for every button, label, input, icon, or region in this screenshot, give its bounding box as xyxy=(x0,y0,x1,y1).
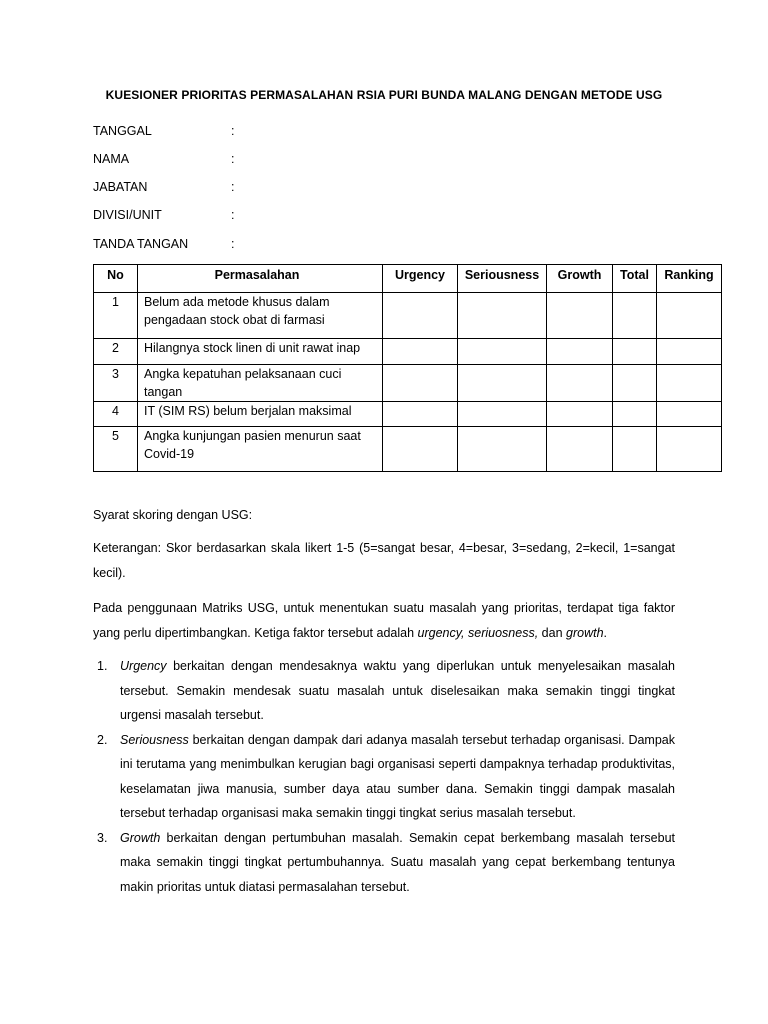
seriousness-score-cell[interactable] xyxy=(458,427,547,472)
intro-growth: growth xyxy=(566,626,604,640)
list-text: berkaitan dengan pertumbuhan masalah. Semakin cepat berkembang masalah tersebut maka semakin tinggi tingkat pertumbuhannya. Suatu masalah yang cepat berkembang tentunya makin prioritas untuk diatasi permasalahan tersebut. xyxy=(120,830,675,894)
growth-score-cell[interactable] xyxy=(547,427,613,472)
list-number: 1. xyxy=(97,659,108,673)
header-total: Total xyxy=(613,265,657,293)
urgency-score-cell[interactable] xyxy=(383,339,458,365)
list-term: Seriousness xyxy=(120,732,189,747)
header-growth: Growth xyxy=(547,265,613,293)
header-seriousness: Seriousness xyxy=(458,265,547,293)
growth-score-cell[interactable] xyxy=(547,402,613,427)
list-term: Growth xyxy=(120,830,161,845)
row-number: 5 xyxy=(94,427,138,472)
header-no: No xyxy=(94,265,138,293)
list-text: berkaitan dengan mendesaknya waktu yang diperlukan untuk menyelesaikan masalah tersebut. Semakin mendesak suatu masalah untuk diselesaikan maka semakin tinggi tingkat urgensi masalah tersebut. xyxy=(120,659,675,722)
row-problem: Angka kepatuhan pelaksanaan cuci tangan xyxy=(138,365,383,402)
list-item xyxy=(93,826,675,900)
seriousness-score-cell[interactable] xyxy=(458,365,547,402)
growth-score-cell[interactable] xyxy=(547,339,613,365)
field-label: TANDA TANGAN xyxy=(93,237,189,251)
document-title: KUESIONER PRIORITAS PERMASALAHAN RSIA PURI BUNDA MALANG DENGAN METODE USG xyxy=(105,88,663,102)
row-number: 1 xyxy=(94,293,138,339)
table-row xyxy=(94,339,722,365)
urgency-score-cell[interactable] xyxy=(383,365,458,402)
intro-text: Pada penggunaan Matriks USG, untuk menentukan suatu masalah yang prioritas, terdapat tiga faktor yang perlu dipertimbangkan. Ketiga faktor tersebut adalah xyxy=(93,601,675,640)
field-label: TANGGAL xyxy=(93,124,152,138)
ranking-cell[interactable] xyxy=(657,402,722,427)
list-number: 2. xyxy=(97,732,108,747)
seriousness-score-cell[interactable] xyxy=(458,402,547,427)
seriousness-score-cell[interactable] xyxy=(458,293,547,339)
ranking-cell[interactable] xyxy=(657,339,722,365)
table-row xyxy=(94,365,722,402)
list-text: berkaitan dengan dampak dari adanya masalah tersebut terhadap organisasi. Dampak ini terutama yang menimbulkan kerugian bagi organisasi seperti dampaknya terhadap produktivitas, keselamatan jiwa manusia, sumber daya atau sumber dana. Semakin tinggi dampak masalah tersebut terhadap organisasi maka semakin tinggi tingkat serius masalah tersebut. xyxy=(120,732,675,820)
table-header-row xyxy=(94,265,722,293)
field-colon: : xyxy=(231,208,235,222)
row-number: 3 xyxy=(94,365,138,402)
intro-factors: urgency, seriuosness, xyxy=(417,626,539,640)
list-number: 3. xyxy=(97,830,108,845)
urgency-score-cell[interactable] xyxy=(383,402,458,427)
intro-end: . xyxy=(603,626,608,640)
field-colon: : xyxy=(231,152,235,166)
scoring-note: Keterangan: Skor berdasarkan skala likert 1-5 (5=sangat besar, 4=besar, 3=sedang, 2=kecil, 1=sangat kecil). xyxy=(93,541,675,580)
header-permasalahan: Permasalahan xyxy=(138,265,383,293)
ranking-cell[interactable] xyxy=(657,293,722,339)
row-problem: Hilangnya stock linen di unit rawat inap xyxy=(138,339,383,365)
field-colon: : xyxy=(231,237,235,251)
scoring-title: Syarat skoring dengan USG: xyxy=(93,508,253,522)
field-jabatan xyxy=(93,179,251,195)
row-problem: Angka kunjungan pasien menurun saat Covid-19 xyxy=(138,427,383,472)
urgency-score-cell[interactable] xyxy=(383,293,458,339)
factor-list xyxy=(93,654,675,899)
field-tanda-tangan xyxy=(93,236,251,252)
row-number: 4 xyxy=(94,402,138,427)
field-label: JABATAN xyxy=(93,180,148,194)
list-item xyxy=(93,728,675,826)
total-score-cell[interactable] xyxy=(613,427,657,472)
table-row xyxy=(94,293,722,339)
list-item xyxy=(93,654,675,728)
table-row xyxy=(94,402,722,427)
total-score-cell[interactable] xyxy=(613,293,657,339)
header-urgency: Urgency xyxy=(383,265,458,293)
ranking-cell[interactable] xyxy=(657,427,722,472)
questionnaire-table xyxy=(93,264,722,472)
row-problem: IT (SIM RS) belum berjalan maksimal xyxy=(138,402,383,427)
row-number: 2 xyxy=(94,339,138,365)
field-nama xyxy=(93,151,251,167)
total-score-cell[interactable] xyxy=(613,402,657,427)
field-label: DIVISI/UNIT xyxy=(93,208,162,222)
ranking-cell[interactable] xyxy=(657,365,722,402)
field-label: NAMA xyxy=(93,152,130,166)
intro-and: dan xyxy=(538,626,566,640)
intro-paragraph xyxy=(93,596,675,646)
field-divisi-unit xyxy=(93,207,251,223)
list-term: Urgency xyxy=(120,659,167,673)
growth-score-cell[interactable] xyxy=(547,365,613,402)
growth-score-cell[interactable] xyxy=(547,293,613,339)
field-colon: : xyxy=(231,180,235,194)
header-ranking: Ranking xyxy=(657,265,722,293)
total-score-cell[interactable] xyxy=(613,339,657,365)
urgency-score-cell[interactable] xyxy=(383,427,458,472)
field-tanggal xyxy=(93,123,251,139)
row-problem: Belum ada metode khusus dalam pengadaan stock obat di farmasi xyxy=(138,293,383,339)
table-row xyxy=(94,427,722,472)
field-colon: : xyxy=(231,124,235,138)
total-score-cell[interactable] xyxy=(613,365,657,402)
seriousness-score-cell[interactable] xyxy=(458,339,547,365)
